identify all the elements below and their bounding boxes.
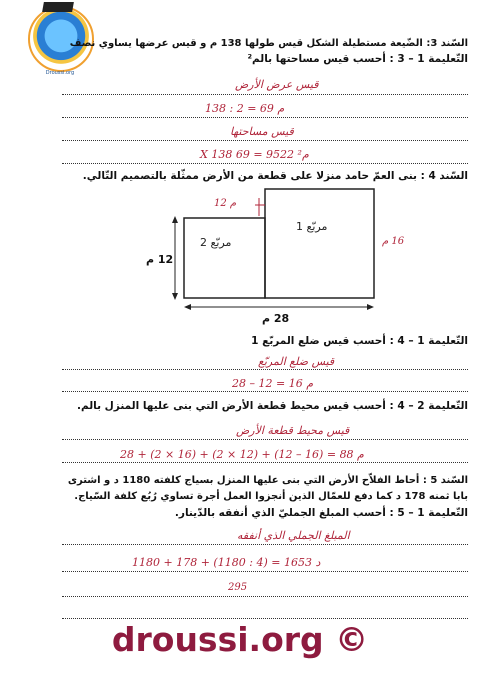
handwritten-answer: 295 [228, 582, 248, 593]
base-label-28: 28 م [262, 312, 290, 325]
handwritten-answer: م² 9522 = 69 X 138 [200, 148, 309, 161]
square-1 [265, 189, 374, 298]
answer-line [62, 596, 468, 597]
handwritten-answer: م 69 = 2 : 138 [205, 102, 285, 115]
section4-statement: السّند 4 : بنى العمّ حامد منزلا على قطعة من الأرض ممثّلة بالتصميم التّالي. [82, 170, 468, 182]
arrow-head [367, 304, 374, 310]
section4-task2: التّعليمة 2 – 4 : أحسب قيس محيط قطعة الأرض التي بنى عليها المنزل بالم. [76, 400, 468, 412]
handwritten-answer: قيس مساحتها [230, 125, 294, 138]
handwritten-answer: قيس محيط قطعة الأرض [236, 424, 350, 437]
side-label-12: 12 م [146, 253, 174, 266]
section3-task: التّعليمة 1 – 3 : أحسب قيس مساحتها بالم² [247, 53, 468, 65]
section5-statement-1: السّند 5 : أحاط الفلاّح الأرض التي بنى عليها المنزل بسياج كلفته 1180 د و اشترى [67, 475, 468, 486]
answer-line [62, 462, 468, 463]
handwritten-answer: قيس عرض الأرض [235, 78, 319, 91]
square-1-label: مربّع 1 [296, 220, 328, 233]
answer-line [62, 571, 468, 572]
footer-watermark: droussi.org © [111, 620, 369, 659]
section3-statement: السّند 3: الضّيعة مستطيلة الشكل قيس طولها 138 م و قيس عرضها يساوي نصف [69, 38, 468, 49]
handwritten-top-label: م 12 [214, 198, 237, 209]
section5-task: التّعليمة 1 – 5 : أحسب المبلغ الجمليّ الذي أنفقه بالدّينار. [174, 507, 468, 519]
handwritten-answer: المبلغ الجملي الذي أنفقه [237, 529, 350, 542]
answer-line [62, 391, 468, 392]
section4-task1: التّعليمة 1 – 4 : أحسب قيس ضلع المربّع 1 [251, 335, 468, 347]
square-2-label: مربّع 2 [200, 236, 232, 249]
handwritten-right-label: 16 م [382, 236, 405, 247]
handwritten-answer: قيس ضلع المربّع [258, 355, 335, 368]
answer-line [62, 544, 468, 545]
handwritten-answer: م 88 = (16 – 12) + (12 × 2) + (16 × 2) + 28 [120, 448, 364, 461]
handwritten-answer: د 1653 = (4 : 1180) + 178 + 1180 [132, 556, 321, 569]
arrow-head [184, 304, 191, 310]
arrow-head [172, 216, 178, 223]
section5-statement-2: بابا ثمنه 178 د كما دفع للعمّال الذين أنجزوا العمل أجرة تساوي رُبُع كلفة السّياج. [74, 491, 468, 502]
square-2 [184, 218, 265, 298]
answer-line [62, 439, 468, 440]
answer-line [62, 369, 468, 370]
answer-line [62, 618, 468, 619]
handwritten-answer: م 16 = 12 – 28 [232, 377, 314, 390]
logo-caption: Droussi.org [45, 70, 75, 76]
arrow-head [172, 293, 178, 300]
